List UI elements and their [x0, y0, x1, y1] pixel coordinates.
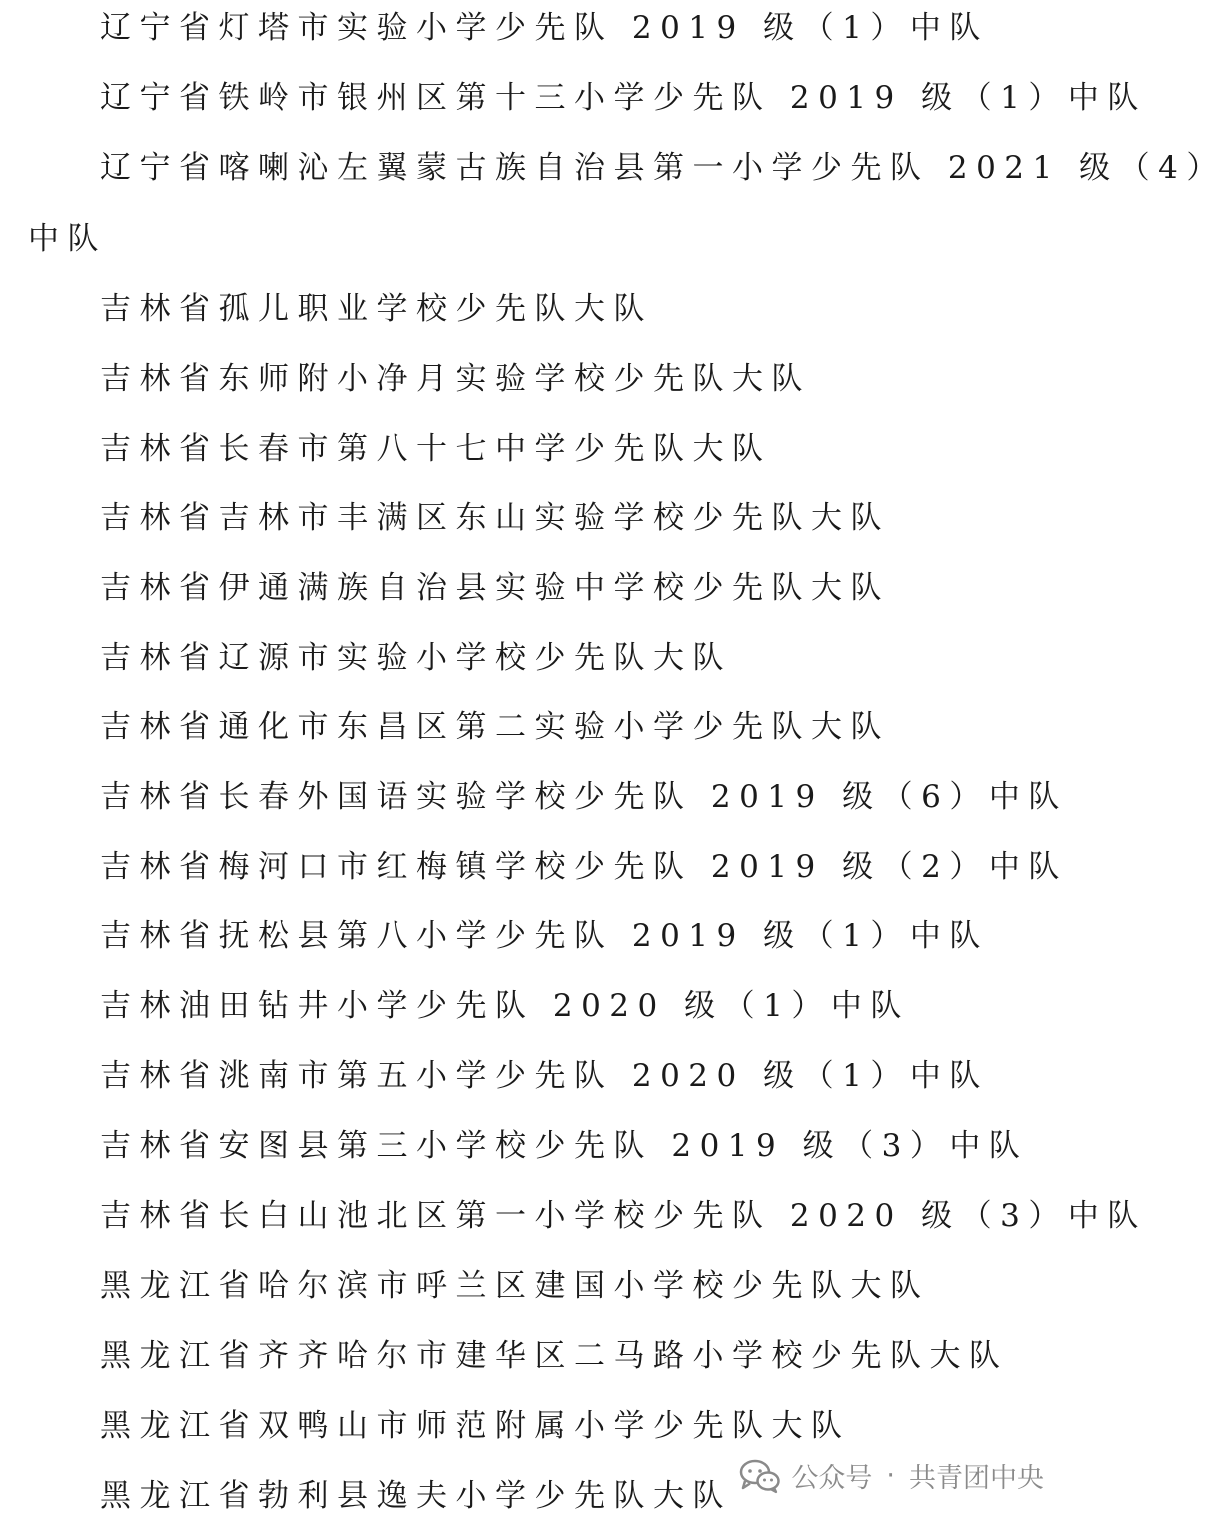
list-item: 黑龙江省双鸭山市师范附属小学少先队大队 — [100, 1408, 851, 1444]
watermark-separator: · — [886, 1460, 895, 1491]
list-item: 辽宁省喀喇沁左翼蒙古族自治县第一小学少先队 2021 级（4） — [100, 150, 1226, 186]
list-item: 黑龙江省勃利县逸夫小学少先队大队 — [100, 1478, 732, 1514]
list-item: 黑龙江省哈尔滨市呼兰区建国小学校少先队大队 — [100, 1268, 930, 1304]
list-item: 辽宁省铁岭市银州区第十三小学少先队 2019 级（1）中队 — [100, 80, 1147, 116]
list-item: 吉林省长春市第八十七中学少先队大队 — [100, 431, 772, 467]
list-item: 吉林省梅河口市红梅镇学校少先队 2019 级（2）中队 — [100, 849, 1068, 885]
list-item: 吉林省通化市东昌区第二实验小学少先队大队 — [100, 709, 890, 745]
list-item: 吉林省抚松县第八小学少先队 2019 级（1）中队 — [100, 918, 989, 954]
list-item: 吉林省洮南市第五小学少先队 2020 级（1）中队 — [100, 1058, 989, 1094]
list-item: 吉林省长春外国语实验学校少先队 2019 级（6）中队 — [100, 779, 1068, 815]
list-item: 吉林省东师附小净月实验学校少先队大队 — [100, 361, 811, 397]
list-item: 吉林油田钻井小学少先队 2020 级（1）中队 — [100, 988, 910, 1024]
wechat-icon — [739, 1459, 781, 1493]
watermark-account-name: 共青团中央 — [909, 1463, 1044, 1494]
list-item: 吉林省伊通满族自治县实验中学校少先队大队 — [100, 570, 890, 606]
list-item-continuation: 中队 — [28, 221, 107, 257]
watermark-label: 公众号 — [791, 1463, 873, 1494]
list-item: 吉林省吉林市丰满区东山实验学校少先队大队 — [100, 500, 890, 536]
watermark — [739, 1456, 1044, 1495]
list-item: 吉林省辽源市实验小学校少先队大队 — [100, 640, 732, 676]
list-item: 辽宁省灯塔市实验小学少先队 2019 级（1）中队 — [100, 10, 989, 46]
list-item: 吉林省孤儿职业学校少先队大队 — [100, 291, 653, 327]
list-item: 黑龙江省齐齐哈尔市建华区二马路小学校少先队大队 — [100, 1338, 1009, 1374]
list-item: 吉林省安图县第三小学校少先队 2019 级（3）中队 — [100, 1128, 1029, 1164]
list-item: 吉林省长白山池北区第一小学校少先队 2020 级（3）中队 — [100, 1198, 1147, 1234]
